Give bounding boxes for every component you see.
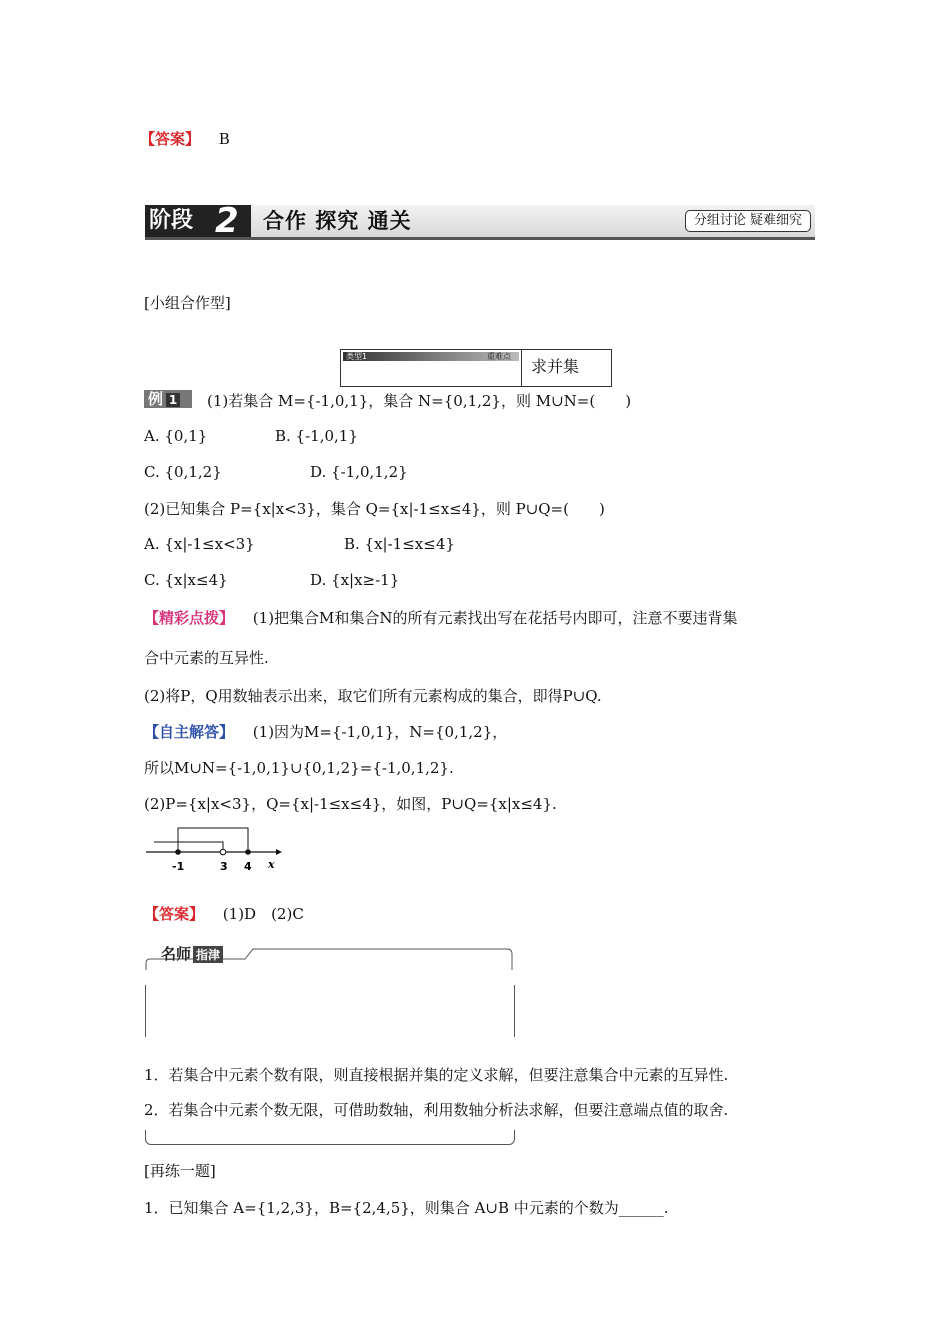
q2-option-c: C. {x|x≤4} [144, 571, 228, 589]
solution-line3: (2)P={x|x<3}，Q={x|-1≤x≤4}，如图，P∪Q={x|x≤4}. [144, 795, 557, 813]
hint-line3: (2)将P，Q用数轴表示出来，取它们所有元素构成的集合，即得P∪Q. [144, 687, 602, 705]
stage-tag: 分组讨论 疑难细究 [685, 210, 811, 232]
axis-x-label: x [268, 858, 275, 871]
solution-line2: 所以M∪N={-1,0,1}∪{0,1,2}={-1,0,1,2}. [144, 759, 454, 777]
q2-option-a: A. {x|-1≤x<3} [144, 535, 255, 553]
type-box [340, 349, 612, 387]
teacher-title2: 指津 [193, 946, 223, 963]
hint-text1: (1)把集合M和集合N的所有元素找出写在花括号内即可，注意不要违背集 [252, 609, 738, 627]
stage-banner [145, 201, 815, 241]
solution-label: 【自主解答】 [144, 723, 235, 741]
answer-top [140, 128, 230, 149]
example-tag-number: 1 [166, 393, 180, 407]
type-bar-label: 类型1 [346, 352, 368, 361]
q1-option-c: C. {0,1,2} [144, 463, 222, 481]
tick-minus1: -1 [172, 860, 185, 873]
number-line-arrow [276, 849, 282, 855]
example-q1: (1)若集合 M={-1,0,1}，集合 N={0,1,2}，则 M∪N=( ) [207, 392, 632, 410]
tick-4: 4 [244, 860, 252, 873]
example-tag [144, 390, 192, 408]
group-label: [小组合作型] [144, 294, 231, 312]
point-4 [245, 849, 251, 855]
teacher-tip-2: 2．若集合中元素个数无限，可借助数轴，利用数轴分析法求解，但要注意端点值的取舍. [144, 1101, 729, 1119]
q1-option-b: B. {-1,0,1} [275, 427, 358, 445]
hint-label: 【精彩点拨】 [144, 609, 235, 627]
q1-option-a: A. {0,1} [144, 427, 208, 445]
example-q2: (2)已知集合 P={x|x<3}，集合 Q={x|-1≤x≤4}，则 P∪Q=( ) [144, 500, 605, 518]
stage-title: 合作 探究 通关 [263, 209, 412, 233]
tick-3: 3 [220, 860, 228, 873]
q2-option-d: D. {x|x≥-1} [310, 571, 400, 589]
answer2-value: (1)D (2)C [222, 905, 304, 923]
practice-label: [再练一题] [144, 1162, 216, 1180]
type-box-divider [521, 350, 522, 386]
hint-line2: 合中元素的互异性. [144, 649, 269, 667]
p-range-bracket [154, 842, 178, 852]
answer-label: 【答案】 [140, 130, 201, 148]
type-bar-right: 重难点 [487, 352, 511, 361]
point-minus1 [175, 849, 181, 855]
teacher-title: 名师 [161, 945, 192, 963]
teacher-box-header [145, 945, 513, 971]
practice-q1: 1．已知集合 A={1,2,3}，B={2,4,5}，则集合 A∪B 中元素的个数为______. [144, 1199, 669, 1217]
p-range-line [154, 842, 223, 852]
solution-line1 [144, 721, 507, 742]
answer2-label: 【答案】 [144, 905, 205, 923]
q2-option-b: B. {x|-1≤x≤4} [344, 535, 455, 553]
answer-2 [144, 903, 304, 924]
q-range-bracket [178, 828, 248, 852]
teacher-tip-1: 1．若集合中元素个数有限，则直接根据并集的定义求解，但要注意集合中元素的互异性. [144, 1066, 729, 1084]
solution-text1: (1)因为M={-1,0,1}，N={0,1,2}， [252, 723, 508, 741]
stage-number: 2 [215, 201, 239, 241]
example-tag-label: 例 [148, 390, 164, 408]
type-box-label: 求并集 [531, 357, 580, 376]
teacher-box-frame [145, 985, 515, 1037]
teacher-box-title [161, 943, 223, 964]
point-3-open [220, 849, 226, 855]
number-line-figure [144, 824, 284, 874]
answer-value: B [218, 130, 230, 148]
q1-option-d: D. {-1,0,1,2} [310, 463, 408, 481]
stage-label: 阶段 [145, 205, 251, 237]
teacher-box-bottom [145, 1130, 515, 1145]
hint-line1 [144, 607, 738, 628]
